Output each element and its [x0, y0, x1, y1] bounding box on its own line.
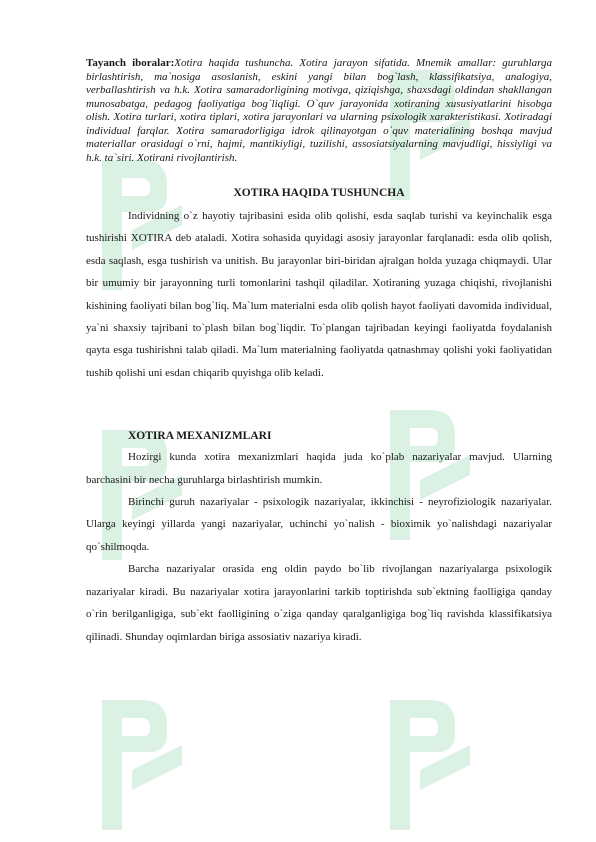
- keywords-label: Tayanch iboralar:: [86, 57, 175, 69]
- keywords-text: Xotira haqida tushuncha. Xotira jarayon sifatida. Mnemik amallar: guruhlarga birlashtirish, ma`nosiga asoslanish, eskini yangi bilan bog`lash, klassifikatsiya, analogiya, verballashtirish va h.k. Xotira samaradorligining motivga, qiziqishga, shaxsdagi oldindan shakllangan munosabatga, pedagog faoliyatiga bog`liqligi. O`quv jarayonida xotiraning xususiyatlarini hisobga olish. Xotira turlari, xotira tiplari, xotira jarayonlari va ularning psixologik xarakteristikasi. Xotiradagi individual farqlar. Xotira samaradorligiga idrok qilinayotgan o`quv materialining boshqa mavjud materiallar orasidagi o`rni, hajmi, mantikiyligi, tuzilishi, assosiatsiyalarning mavjudligi, hissiyligi va h.k. ta`siri. Xotirani rivojlantirish.: [86, 57, 552, 164]
- section-title-xotira-mexanizmlari: XOTIRA MEXANIZMLARI: [128, 430, 272, 443]
- keywords-paragraph: [86, 57, 552, 165]
- section2-paragraph-2: Birinchi guruh nazariyalar - psixologik nazariyalar, ikkinchisi - neyrofiziologik nazariyalar. Ularga keyingi yillarda yangi nazariyalar, uchinchi yo`nalish - bioximik yo`nalishdagi nazariyalar qo`shilmoqda.: [86, 496, 552, 553]
- watermark-logo: [72, 690, 192, 840]
- section1-paragraph: Individning o`z hayotiy tajribasini esida olib qolishi, esda saqlab turishi va keyinchalik esga tushirishi XOTIRA deb ataladi. Xotira sohasida quyidagi asosiy jarayonlar farqlanadi: esda olib qolish, esda saqlash, esga tushirish va unitish. Bu jarayonlar biri-biridan ajralgan holda yuzaga chiqmaydi. Ular bir umumiy bir jarayonning turli tomonlarini tashqil qiladilar. Xotiraning yuzaga chiqishi, rivojlanishi kishining faoliyati bilan bog`liq. Ma`lum materialni esda olib qolish hayot faoliyati davomida individual, ya`ni shaxsiy tajribani to`plash bilan bog`liqdir. To`plangan tajribadan keyingi faoliyatda foydalanish qayta esga tushirishni talab qiladi. Ma`lum materialning faoliyatda qatnashmay qolishi yoki faoliyatidan tushib qolishi uni esdan chiqarib quyishga olib keladi.: [86, 210, 552, 379]
- document-page: [86, 57, 552, 648]
- section2-paragraph-3: Barcha nazariyalar orasida eng oldin paydo bo`lib rivojlangan nazariyalarga psixologik nazariyalar kiradi. Bu nazariyalar xotira jarayonlarini tarkib toptirishda sub`ektning faolligiga qanday o`rin berilganligiga, sub`ekt faolligining o`ziga qanday qaralganligiga bog`liq ravishda klassifikatsiya qilinadi. Shunday oqimlardan biriga assosiativ nazariya kiradi.: [86, 563, 552, 643]
- section-title-xotira-haqida: XOTIRA HAQIDA TUSHUNCHA: [233, 187, 405, 199]
- watermark-logo: [360, 690, 480, 840]
- section2-paragraph-1: Hozirgi kunda xotira mexanizmlari haqida juda ko`plab nazariyalar mavjud. Ularning barchasini bir necha guruhlarga birlashtirish mumkin.: [86, 451, 552, 486]
